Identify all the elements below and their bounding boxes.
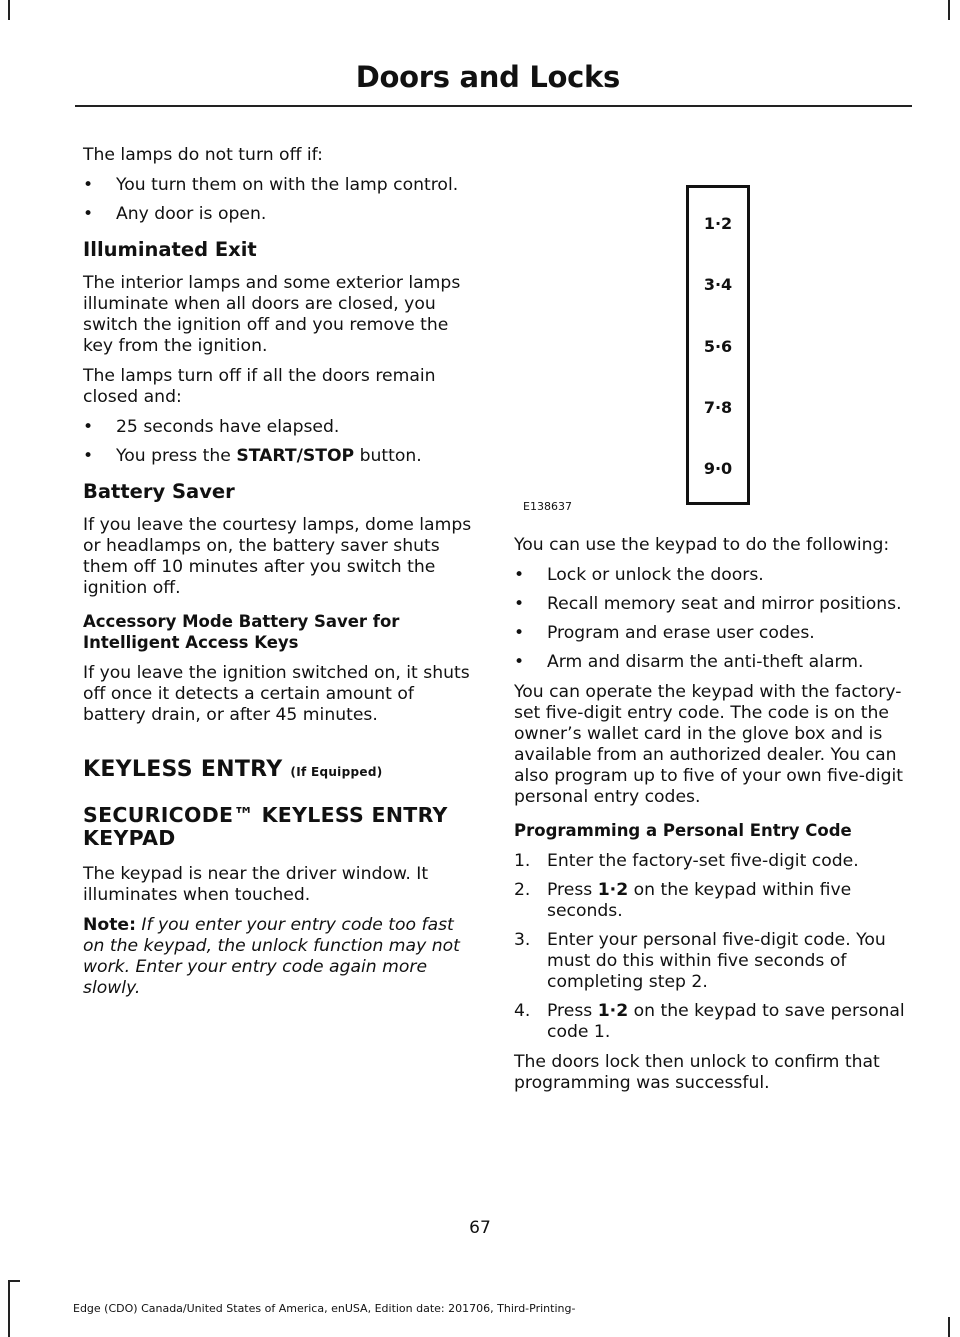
securicode-note bbox=[83, 915, 475, 999]
accessory-mode-para: If you leave the ignition switched on, it shuts off once it detects a certain amount of battery drain, or after 45 minutes. bbox=[83, 663, 470, 725]
list-item: • You turn them on with the lamp control. bbox=[83, 175, 459, 195]
programming-heading: Programming a Personal Entry Code bbox=[514, 821, 852, 840]
figure-id: E138637 bbox=[523, 500, 572, 513]
keypad-key-1-2: 1·2 bbox=[703, 214, 733, 233]
keypad-illustration bbox=[686, 185, 750, 505]
keypad-uses-intro: You can use the keypad to do the following: bbox=[514, 535, 890, 555]
crop-mark-bottom-left-h bbox=[8, 1280, 20, 1282]
keyless-entry-heading: KEYLESS ENTRY (If Equipped) bbox=[83, 757, 383, 782]
list-item: • Any door is open. bbox=[83, 204, 267, 224]
note-label: Note: bbox=[83, 915, 136, 935]
step-item: 4. Press 1·2 on the keypad to save personal code 1. bbox=[514, 1001, 905, 1042]
illuminated-exit-para2: The lamps turn off if all the doors remain closed and: bbox=[83, 366, 436, 407]
list-item: • You press the START/STOP button. bbox=[83, 446, 422, 466]
programming-closing: The doors lock then unlock to confirm that programming was successful. bbox=[514, 1052, 880, 1093]
if-equipped-label: (If Equipped) bbox=[290, 765, 383, 779]
list-item: • Arm and disarm the anti-theft alarm. bbox=[514, 652, 864, 672]
keypad-key-7-8: 7·8 bbox=[703, 398, 733, 417]
left-column bbox=[83, 145, 475, 1008]
keypad-key-3-4: 3·4 bbox=[703, 275, 733, 294]
list-item: • Lock or unlock the doors. bbox=[514, 565, 764, 585]
list-item: • 25 seconds have elapsed. bbox=[83, 417, 340, 437]
lamps-bullets bbox=[83, 175, 475, 225]
battery-saver-heading: Battery Saver bbox=[83, 480, 235, 503]
programming-steps bbox=[514, 851, 908, 1043]
securicode-para: The keypad is near the driver window. It illuminates when touched. bbox=[83, 864, 429, 905]
header-rule bbox=[75, 105, 912, 107]
illuminated-exit-heading: Illuminated Exit bbox=[83, 238, 257, 261]
crop-mark-top-right bbox=[948, 0, 950, 20]
lamps-intro: The lamps do not turn off if: bbox=[83, 145, 323, 165]
entry-code-para: You can operate the keypad with the factory-set five-digit entry code. The code is on the owner’s wallet card in the glove box and is available from an authorized dealer. You can also program up to five of your own five-digit personal entry codes. bbox=[514, 682, 904, 807]
keypad-key-5-6: 5·6 bbox=[703, 337, 733, 356]
illuminated-exit-bullets bbox=[83, 417, 475, 467]
footer-text: Edge (CDO) Canada/United States of America, enUSA, Edition date: 201706, Third-Printing- bbox=[73, 1302, 576, 1315]
right-column bbox=[514, 535, 908, 1103]
page-title: Doors and Locks bbox=[355, 60, 620, 94]
list-item: • Program and erase user codes. bbox=[514, 623, 815, 643]
battery-saver-para: If you leave the courtesy lamps, dome lamps or headlamps on, the battery saver shuts them off 10 minutes after you switch the ignition off. bbox=[83, 515, 472, 598]
crop-mark-bottom-right bbox=[948, 1317, 950, 1337]
keypad-key-9-0: 9·0 bbox=[703, 459, 733, 478]
step-item: 3. Enter your personal five-digit code. You must do this within five seconds of completing step 2. bbox=[514, 930, 886, 992]
accessory-mode-heading: Accessory Mode Battery Saver for Intelligent Access Keys bbox=[83, 612, 400, 652]
crop-mark-bottom-left bbox=[8, 1280, 10, 1337]
securicode-heading: SECURICODE™ KEYLESS ENTRY KEYPAD bbox=[83, 803, 448, 850]
keypad-figure bbox=[514, 180, 910, 520]
start-stop-keyword: START/STOP bbox=[236, 446, 355, 466]
keypad-uses-bullets bbox=[514, 565, 908, 673]
page-number: 67 bbox=[469, 1218, 491, 1238]
illuminated-exit-para1: The interior lamps and some exterior lamps illuminate when all doors are closed, you switch the ignition off and you remove the key from the ignition. bbox=[83, 273, 461, 356]
list-item: • Recall memory seat and mirror positions. bbox=[514, 594, 902, 614]
step-item: 2. Press 1·2 on the keypad within five seconds. bbox=[514, 880, 852, 921]
crop-mark-top-left bbox=[8, 0, 10, 20]
step-item: 1. Enter the factory-set five-digit code. bbox=[514, 851, 859, 871]
note-text: If you enter your entry code too fast on the keypad, the unlock function may not work. Enter your entry code again more slowly. bbox=[83, 915, 460, 998]
